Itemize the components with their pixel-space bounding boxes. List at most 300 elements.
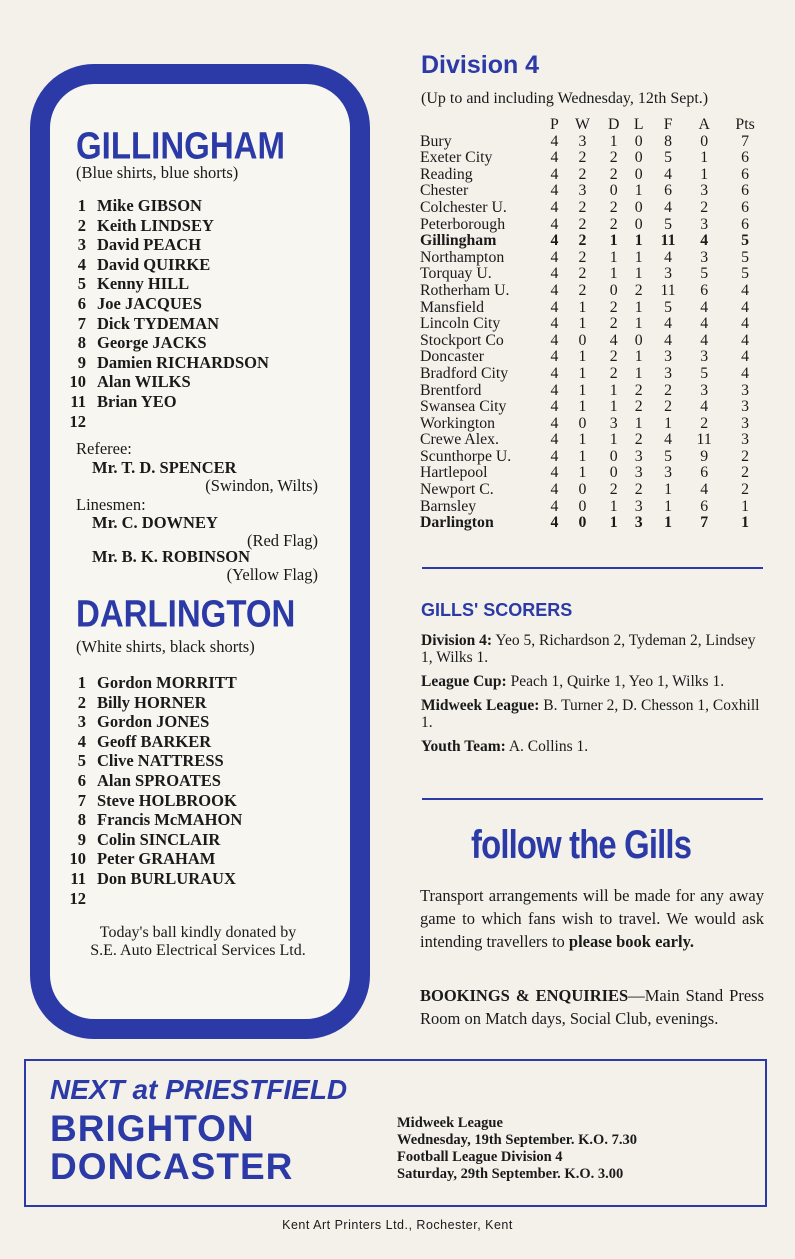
stat-cell-pts: 2 — [741, 464, 750, 482]
stat-cell-w: 1 — [578, 315, 587, 333]
player-name: Damien RICHARDSON — [97, 352, 269, 372]
stat-cell-p: 4 — [550, 481, 559, 499]
column-header: Pts — [735, 116, 755, 133]
team-cell: Colchester U. — [420, 198, 507, 216]
stat-cell-l: 0 — [634, 331, 643, 349]
stat-cell-f: 1 — [664, 497, 673, 515]
shirt-number: 5 — [77, 274, 86, 294]
scorer-competition: League Cup: — [421, 673, 507, 690]
stat-cell-w: 2 — [578, 232, 587, 250]
table-row — [420, 432, 768, 449]
stat-cell-a: 3 — [700, 248, 709, 266]
stat-cell-f: 5 — [664, 149, 673, 167]
roster-row — [60, 791, 320, 811]
roster-row — [60, 751, 320, 771]
league-table-header — [420, 117, 768, 134]
stat-cell-w: 0 — [578, 481, 587, 499]
stat-cell-p: 4 — [550, 215, 559, 233]
player-name: Billy HORNER — [97, 692, 207, 712]
table-row — [420, 515, 768, 532]
shirt-number: 9 — [77, 829, 86, 849]
stat-cell-f: 4 — [664, 331, 673, 349]
shirt-number: 4 — [77, 254, 86, 274]
shirt-number: 2 — [77, 692, 86, 712]
away-roster — [60, 673, 320, 908]
fixture2-date: Saturday, 29th September. K.O. 3.00 — [397, 1166, 624, 1182]
referee-label: Referee: — [76, 439, 132, 458]
stat-cell-w: 1 — [578, 381, 587, 399]
stat-cell-l: 1 — [634, 265, 643, 283]
team-cell: Exeter City — [420, 149, 493, 167]
stat-cell-a: 2 — [700, 414, 709, 432]
shirt-number: 3 — [77, 712, 86, 732]
stat-cell-w: 2 — [578, 215, 587, 233]
next-fixtures — [397, 1115, 637, 1183]
team-column-header — [420, 117, 544, 134]
stat-cell-d: 1 — [609, 132, 618, 150]
team-cell: Gillingham — [420, 232, 497, 250]
table-row — [420, 399, 768, 416]
stat-cell-w: 3 — [578, 182, 587, 200]
stat-cell-a: 1 — [700, 149, 709, 167]
stat-cell-l: 1 — [634, 348, 643, 366]
stat-cell-p: 4 — [550, 265, 559, 283]
roster-row — [60, 810, 320, 830]
stat-cell-l: 2 — [634, 281, 643, 299]
stat-cell-f: 3 — [664, 464, 673, 482]
stat-cell-w: 3 — [578, 132, 587, 150]
stat-cell-pts: 1 — [741, 497, 750, 515]
stat-cell-pts: 4 — [741, 331, 750, 349]
stat-cell-a: 5 — [700, 364, 709, 382]
next-at-priestfield-heading: NEXT at PRIESTFIELD — [50, 1074, 348, 1105]
fixture1-competition: Midweek League — [397, 1115, 503, 1131]
team-cell: Scunthorpe U. — [420, 447, 512, 465]
linesmen-label: Linesmen: — [76, 494, 146, 514]
player-name: Alan WILKS — [97, 372, 191, 392]
shirt-number: 2 — [77, 215, 86, 235]
stat-cell-d: 3 — [609, 414, 618, 432]
stat-cell-a: 1 — [700, 165, 709, 183]
stat-cell-l: 2 — [634, 381, 643, 399]
stat-cell-f: 8 — [664, 132, 673, 150]
roster-row — [60, 294, 320, 314]
stat-cell-pts: 3 — [741, 398, 750, 416]
stat-cell-p: 4 — [550, 331, 559, 349]
shirt-number: 11 — [70, 391, 86, 411]
stat-cell-f: 4 — [664, 431, 673, 449]
stat-cell-f: 11 — [660, 281, 676, 299]
roster-row — [60, 849, 320, 869]
player-name: Gordon MORRITT — [97, 673, 237, 692]
stat-cell-a: 5 — [700, 265, 709, 283]
shirt-number: 12 — [69, 888, 86, 908]
shirt-number: 6 — [77, 293, 86, 313]
team-cell: Mansfield — [420, 298, 485, 316]
stat-cell-w: 0 — [578, 514, 587, 532]
roster-row — [60, 712, 320, 732]
stat-cell-a: 4 — [700, 298, 709, 316]
stat-cell-a: 7 — [700, 514, 709, 532]
stat-cell-d: 2 — [609, 165, 618, 183]
donation-line2: S.E. Auto Electrical Services Ltd. — [90, 942, 306, 959]
stat-cell-w: 0 — [578, 497, 587, 515]
stat-cell-pts: 3 — [741, 414, 750, 432]
table-row — [420, 366, 768, 383]
team-cell: Stockport Co — [420, 331, 504, 349]
roster-row — [60, 196, 320, 216]
column-header: W — [575, 116, 590, 133]
scorer-names: A. Collins 1. — [505, 738, 589, 755]
division-subtitle: (Up to and including Wednesday, 12th Sept.) — [421, 90, 709, 107]
stat-cell-f: 4 — [664, 248, 673, 266]
stat-cell-pts: 4 — [741, 281, 750, 299]
stat-cell-p: 4 — [550, 398, 559, 416]
stat-cell-w: 2 — [578, 265, 587, 283]
stat-cell-w: 0 — [578, 331, 587, 349]
team-cell: Newport C. — [420, 481, 494, 499]
table-row — [420, 266, 768, 283]
follow-the-gills-heading: follow the Gills — [471, 823, 692, 867]
shirt-number: 1 — [77, 196, 86, 215]
column-header: A — [698, 116, 710, 133]
stat-cell-f: 4 — [664, 165, 673, 183]
stat-cell-d: 0 — [609, 447, 618, 465]
bookings-paragraph — [420, 984, 764, 1030]
player-name: Clive NATTRESS — [97, 751, 224, 771]
stat-cell-a: 2 — [700, 198, 709, 216]
stat-cell-p: 4 — [550, 464, 559, 482]
stat-cell-p: 4 — [550, 182, 559, 200]
column-header: L — [633, 116, 644, 133]
table-row — [420, 416, 768, 433]
roster-row — [60, 889, 320, 909]
player-name: David PEACH — [97, 235, 202, 255]
roster-row — [60, 869, 320, 889]
stat-cell-a: 3 — [700, 215, 709, 233]
shirt-number: 6 — [77, 770, 86, 790]
roster-row — [60, 673, 320, 693]
stat-cell-a: 11 — [696, 431, 712, 449]
home-team-kit: (Blue shirts, blue shorts) — [76, 163, 239, 182]
stat-cell-f: 3 — [664, 348, 673, 366]
roster-row — [60, 353, 320, 373]
player-name: George JACKS — [97, 333, 207, 353]
stat-cell-p: 4 — [550, 165, 559, 183]
player-name: Geoff BARKER — [97, 731, 212, 751]
stat-cell-a: 6 — [700, 281, 709, 299]
stat-cell-l: 1 — [634, 182, 643, 200]
roster-row — [60, 392, 320, 412]
shirt-number: 11 — [70, 868, 86, 888]
stat-cell-f: 4 — [664, 198, 673, 216]
stat-cell-a: 9 — [700, 447, 709, 465]
stat-cell-f: 5 — [664, 215, 673, 233]
team-cell: Rotherham U. — [420, 281, 510, 299]
scorer-entry — [421, 697, 764, 731]
roster-row — [60, 830, 320, 850]
team-cell: Crewe Alex. — [420, 431, 499, 449]
stat-cell-d: 2 — [609, 315, 618, 333]
stat-cell-p: 4 — [550, 281, 559, 299]
stat-cell-d: 1 — [609, 381, 618, 399]
roster-row — [60, 274, 320, 294]
stat-cell-d: 2 — [609, 198, 618, 216]
player-name: Dick TYDEMAN — [97, 313, 220, 333]
column-header: F — [663, 116, 673, 133]
stat-cell-l: 1 — [634, 298, 643, 316]
table-row — [420, 482, 768, 499]
table-row — [420, 250, 768, 267]
stat-cell-w: 1 — [578, 364, 587, 382]
table-row — [420, 449, 768, 466]
stat-cell-l: 0 — [634, 132, 643, 150]
stat-cell-a: 3 — [700, 348, 709, 366]
stat-cell-pts: 2 — [741, 481, 750, 499]
fixture1-date: Wednesday, 19th September. K.O. 7.30 — [397, 1132, 637, 1148]
stat-cell-p: 4 — [550, 414, 559, 432]
shirt-number: 8 — [77, 810, 86, 830]
transport-text: Transport arrangements will be made for any away game to which fans wish to travel. We would ask intending travellers to — [420, 886, 764, 951]
stat-cell-p: 4 — [550, 149, 559, 167]
home-team-name: GILLINGHAM — [76, 124, 285, 167]
table-row — [420, 316, 768, 333]
roster-row — [60, 255, 320, 275]
book-early-text: please book early. — [568, 932, 695, 951]
linesman2-flag: (Yellow Flag) — [226, 565, 318, 585]
stat-cell-p: 4 — [550, 514, 559, 532]
stat-cell-p: 4 — [550, 298, 559, 316]
table-row — [420, 349, 768, 366]
stat-cell-l: 3 — [634, 447, 643, 465]
roster-row — [60, 771, 320, 791]
stat-cell-p: 4 — [550, 132, 559, 150]
table-row — [420, 134, 768, 151]
table-row — [420, 167, 768, 184]
player-name: Alan SPROATES — [97, 770, 221, 790]
column-header: P — [550, 116, 559, 133]
team-cell: Lincoln City — [420, 315, 501, 333]
stat-cell-p: 4 — [550, 497, 559, 515]
player-name: Keith LINDSEY — [97, 215, 214, 235]
stat-cell-a: 3 — [700, 381, 709, 399]
table-row — [420, 300, 768, 317]
stat-cell-pts: 1 — [741, 514, 750, 532]
stat-cell-pts: 5 — [741, 265, 750, 283]
stat-cell-l: 3 — [634, 464, 643, 482]
stat-cell-l: 2 — [634, 398, 643, 416]
stat-cell-w: 2 — [578, 198, 587, 216]
scorer-entry — [421, 673, 764, 690]
stat-cell-f: 2 — [664, 398, 673, 416]
player-name: Colin SINCLAIR — [97, 829, 221, 849]
scorer-names: Yeo 5, Richardson 2, Tydeman 2, Lindsey 1, Wilks 1. — [421, 632, 756, 666]
team-cell: Darlington — [420, 514, 494, 532]
stat-cell-w: 2 — [578, 281, 587, 299]
stat-cell-p: 4 — [550, 348, 559, 366]
transport-paragraph — [420, 884, 764, 953]
stat-cell-d: 2 — [609, 298, 618, 316]
stat-cell-p: 4 — [550, 364, 559, 382]
stat-cell-d: 2 — [609, 149, 618, 167]
player-name: Mike GIBSON — [97, 196, 202, 215]
stat-cell-w: 1 — [578, 447, 587, 465]
team-cell: Swansea City — [420, 398, 507, 416]
roster-row — [60, 412, 320, 432]
stat-cell-f: 1 — [664, 481, 673, 499]
stat-cell-f: 5 — [664, 298, 673, 316]
shirt-number: 10 — [69, 849, 86, 869]
away-team-name: DARLINGTON — [76, 592, 296, 635]
stat-cell-w: 1 — [578, 398, 587, 416]
scorer-names: B. Turner 2, D. Chesson 1, Coxhill 1. — [421, 697, 760, 731]
divider-rule — [422, 567, 763, 569]
player-name: Francis McMAHON — [97, 810, 243, 830]
stat-cell-pts: 4 — [741, 298, 750, 316]
stat-cell-a: 4 — [700, 331, 709, 349]
shirt-number: 8 — [77, 333, 86, 353]
stat-cell-a: 4 — [700, 315, 709, 333]
stat-cell-p: 4 — [550, 447, 559, 465]
stat-cell-l: 0 — [634, 215, 643, 233]
stat-cell-pts: 2 — [741, 447, 750, 465]
table-row — [420, 150, 768, 167]
table-row — [420, 233, 768, 250]
stat-cell-l: 1 — [634, 414, 643, 432]
shirt-number: 10 — [69, 372, 86, 392]
stat-cell-d: 1 — [609, 431, 618, 449]
stat-cell-f: 11 — [660, 232, 676, 250]
stat-cell-pts: 5 — [741, 232, 750, 250]
stat-cell-d: 1 — [609, 265, 618, 283]
player-name: Peter GRAHAM — [97, 849, 216, 869]
stat-cell-d: 0 — [609, 281, 618, 299]
stat-cell-d: 1 — [609, 497, 618, 515]
stat-cell-p: 4 — [550, 431, 559, 449]
linesman2-name: Mr. B. K. ROBINSON — [92, 546, 250, 566]
stat-cell-a: 4 — [700, 232, 709, 250]
shirt-number: 12 — [69, 411, 86, 431]
stat-cell-a: 4 — [700, 398, 709, 416]
team-cell: Workington — [420, 414, 496, 432]
stat-cell-p: 4 — [550, 381, 559, 399]
division-title: Division 4 — [421, 51, 540, 79]
stat-cell-d: 2 — [609, 481, 618, 499]
league-table — [420, 117, 768, 532]
stat-cell-f: 3 — [664, 364, 673, 382]
table-row — [420, 200, 768, 217]
stat-cell-pts: 3 — [741, 381, 750, 399]
stat-cell-a: 3 — [700, 182, 709, 200]
player-name: Kenny HILL — [97, 274, 190, 294]
shirt-number: 7 — [77, 313, 86, 333]
team-cell: Bury — [420, 132, 452, 150]
shirt-number: 7 — [77, 790, 86, 810]
linesman1-flag: (Red Flag) — [246, 530, 318, 550]
next-team-1: BRIGHTON — [50, 1108, 255, 1149]
table-row — [420, 499, 768, 516]
stat-cell-p: 4 — [550, 248, 559, 266]
stat-cell-w: 2 — [578, 165, 587, 183]
stat-cell-pts: 7 — [741, 132, 750, 150]
team-cell: Brentford — [420, 381, 482, 399]
scorer-competition: Midweek League: — [421, 697, 540, 714]
donation-line1: Today's ball kindly donated by — [99, 924, 297, 941]
stat-cell-l: 3 — [634, 514, 643, 532]
stat-cell-pts: 5 — [741, 248, 750, 266]
stat-cell-d: 2 — [609, 348, 618, 366]
printer-credit: Kent Art Printers Ltd., Rochester, Kent — [282, 1218, 513, 1232]
stat-cell-d: 1 — [609, 514, 618, 532]
roster-row — [60, 333, 320, 353]
shirt-number: 1 — [77, 673, 86, 692]
stat-cell-p: 4 — [550, 315, 559, 333]
team-cell: Bradford City — [420, 364, 509, 382]
roster-row — [60, 372, 320, 392]
table-row — [420, 283, 768, 300]
player-name: Brian YEO — [97, 391, 177, 411]
home-roster — [60, 196, 320, 431]
stat-cell-a: 6 — [700, 464, 709, 482]
roster-row — [60, 693, 320, 713]
scorers-title: GILLS' SCORERS — [421, 600, 573, 620]
stat-cell-pts: 6 — [741, 182, 750, 200]
stat-cell-w: 1 — [578, 348, 587, 366]
stat-cell-l: 1 — [634, 248, 643, 266]
bookings-label: BOOKINGS & ENQUIRIES — [420, 986, 629, 1005]
stat-cell-f: 1 — [664, 514, 673, 532]
team-cell: Chester — [420, 182, 469, 200]
stat-cell-w: 1 — [578, 431, 587, 449]
column-header: D — [607, 116, 620, 133]
stat-cell-p: 4 — [550, 232, 559, 250]
shirt-number: 5 — [77, 751, 86, 771]
stat-cell-pts: 6 — [741, 149, 750, 167]
match-officials — [76, 440, 320, 585]
scorer-names: Peach 1, Quirke 1, Yeo 1, Wilks 1. — [506, 673, 725, 690]
referee-name: Mr. T. D. SPENCER — [92, 457, 237, 477]
stat-cell-p: 4 — [550, 198, 559, 216]
table-row — [420, 217, 768, 234]
next-team-2: DONCASTER — [50, 1146, 294, 1187]
stat-cell-pts: 4 — [741, 364, 750, 382]
stat-cell-l: 2 — [634, 431, 643, 449]
scorer-competition: Division 4: — [421, 632, 493, 649]
team-cell: Northampton — [420, 248, 505, 266]
stat-cell-pts: 6 — [741, 198, 750, 216]
stat-cell-pts: 4 — [741, 348, 750, 366]
ball-donation — [72, 924, 324, 960]
stat-cell-d: 1 — [609, 232, 618, 250]
stat-cell-w: 1 — [578, 298, 587, 316]
stat-cell-f: 5 — [664, 447, 673, 465]
shirt-number: 4 — [77, 731, 86, 751]
stat-cell-pts: 6 — [741, 215, 750, 233]
bookings-text: —Main Stand Press Room on Match days, Social Club, evenings. — [420, 986, 764, 1028]
team-cell: Peterborough — [420, 215, 506, 233]
player-name: Gordon JONES — [97, 712, 210, 732]
stat-cell-pts: 3 — [741, 431, 750, 449]
roster-row — [60, 216, 320, 236]
stat-cell-l: 0 — [634, 198, 643, 216]
scorer-entry — [421, 632, 764, 666]
team-cell: Barnsley — [420, 497, 477, 515]
stat-cell-w: 0 — [578, 414, 587, 432]
referee-town: (Swindon, Wilts) — [205, 476, 318, 496]
stat-cell-f: 2 — [664, 381, 673, 399]
scorer-competition: Youth Team: — [421, 738, 506, 755]
stat-cell-w: 2 — [578, 149, 587, 167]
